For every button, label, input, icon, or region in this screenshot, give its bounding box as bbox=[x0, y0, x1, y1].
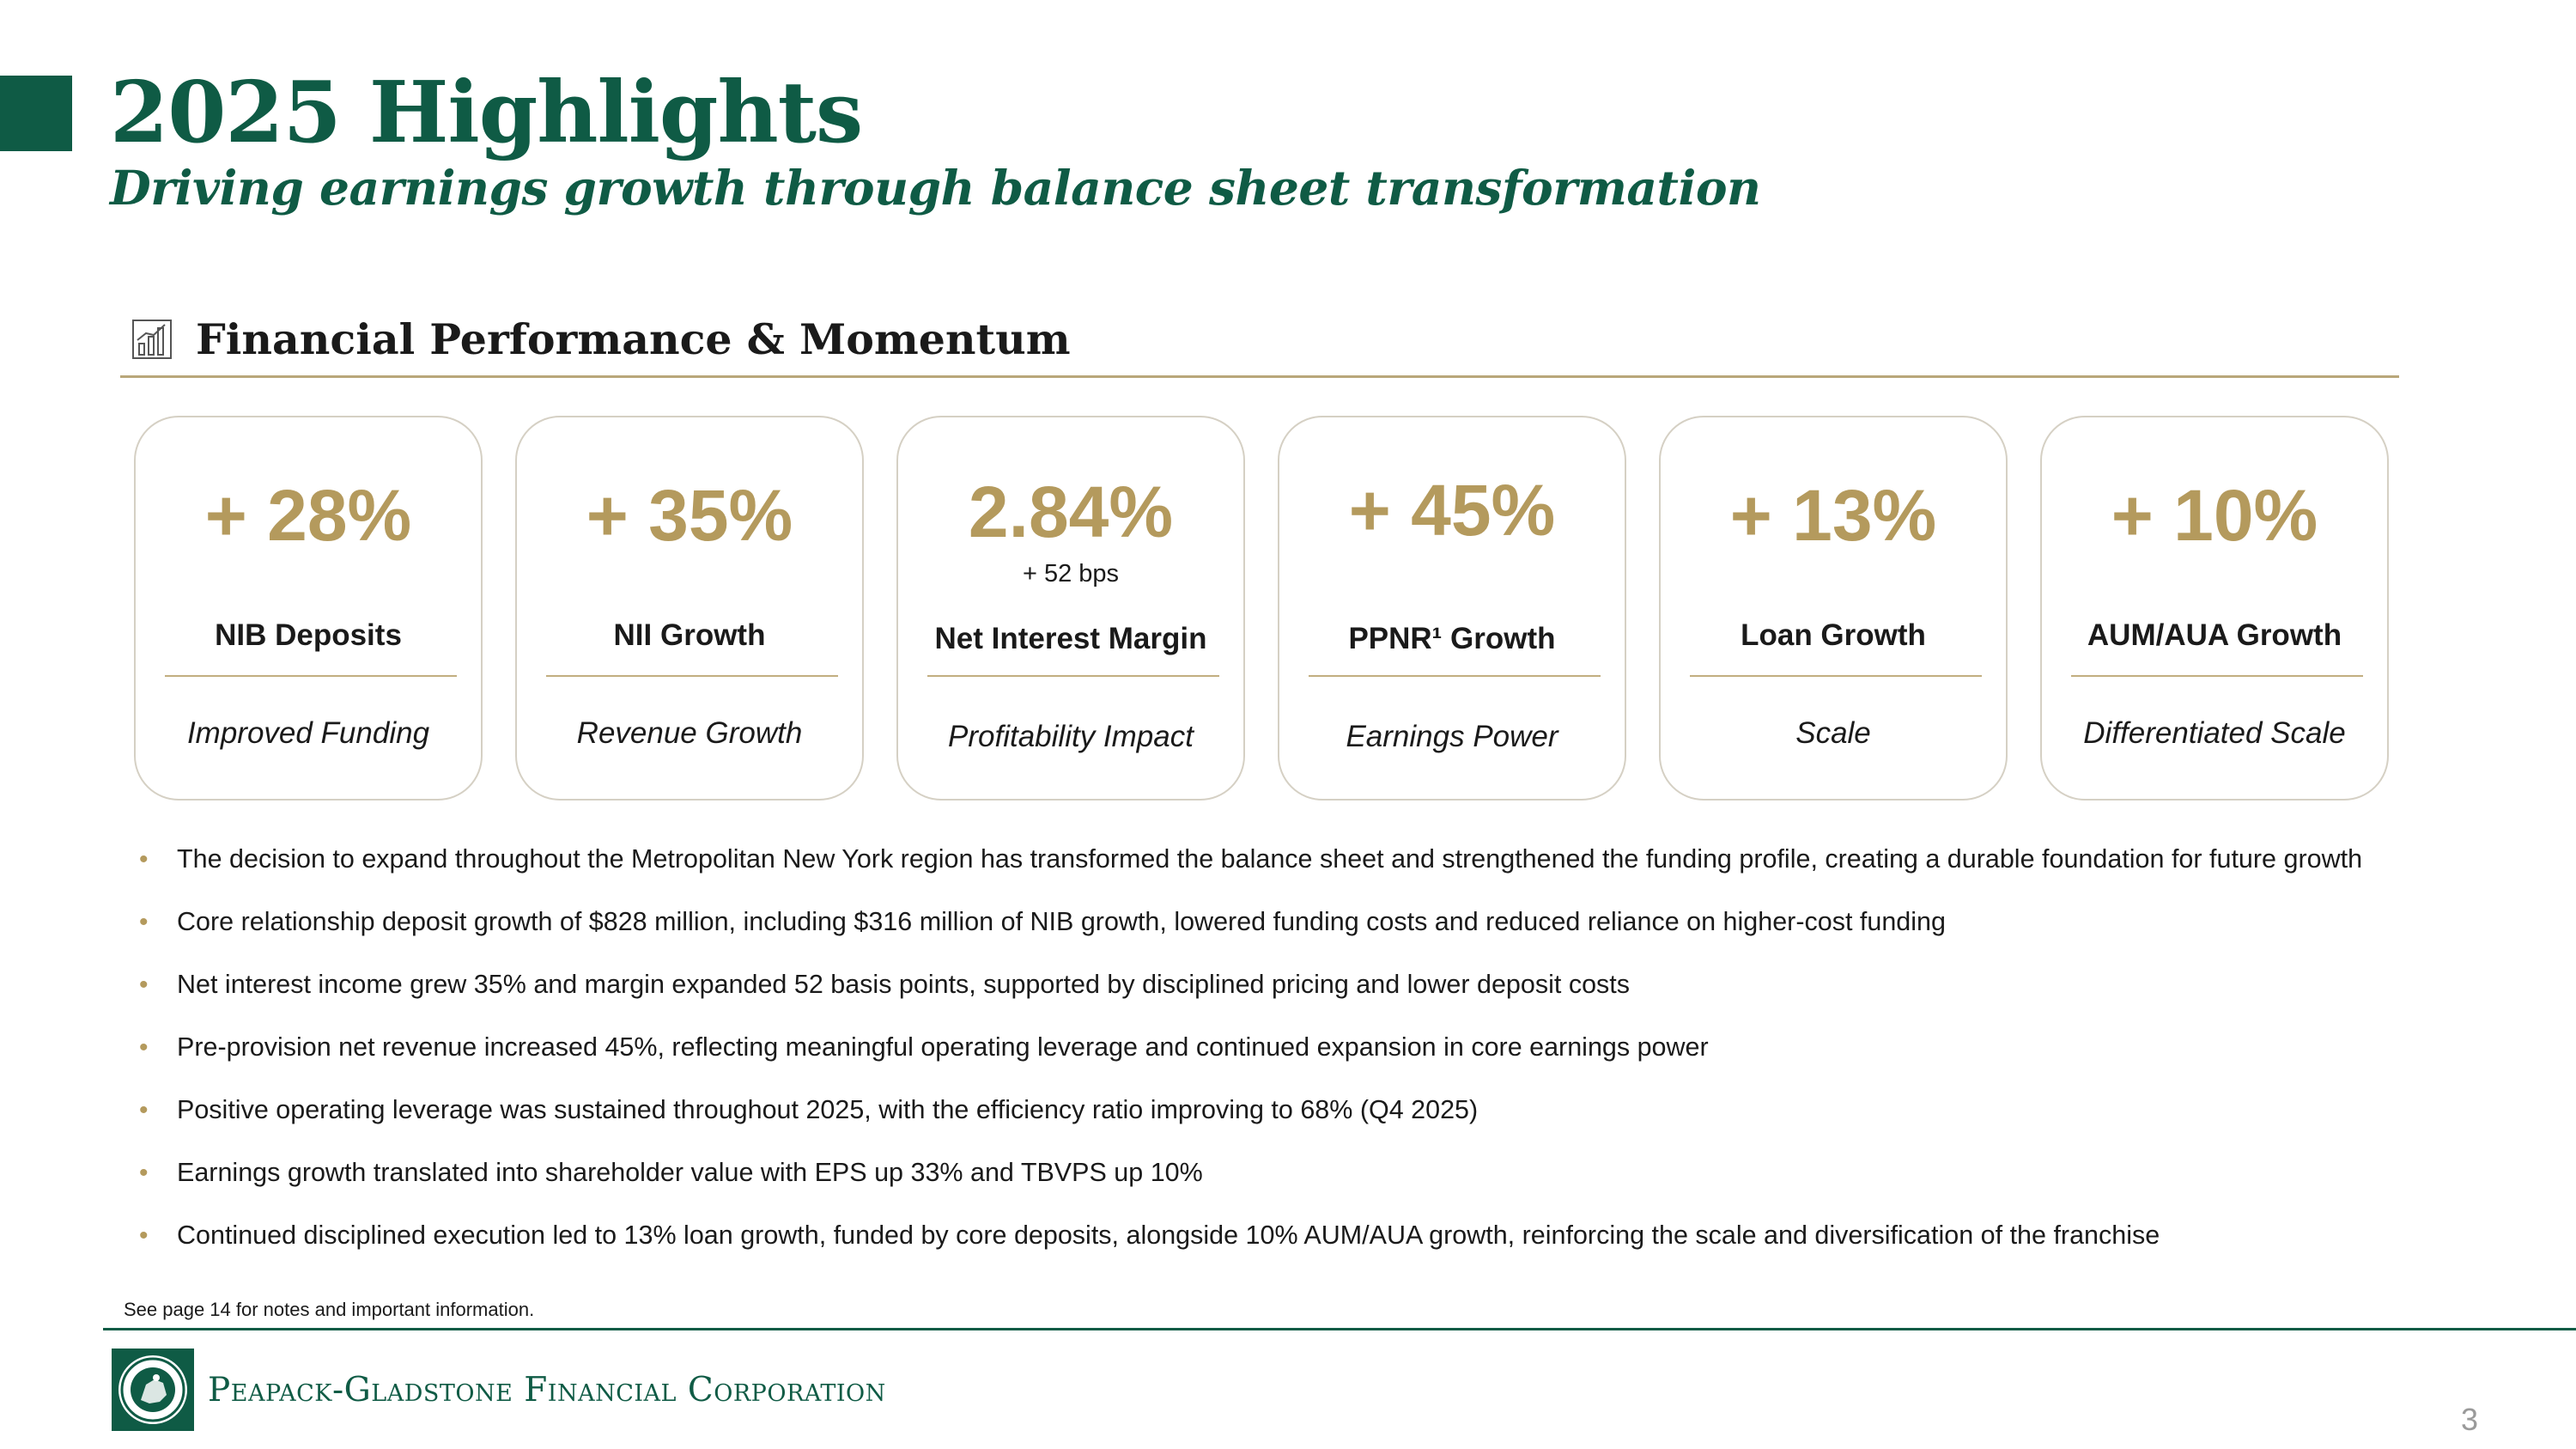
list-item bbox=[139, 967, 2406, 1002]
list-item bbox=[139, 842, 2406, 877]
card-divider bbox=[1309, 675, 1601, 677]
bullet-icon: • bbox=[139, 845, 149, 874]
metric-value: 2.84% bbox=[968, 472, 1174, 552]
card-divider bbox=[546, 675, 838, 677]
highlights-list bbox=[139, 842, 2406, 1281]
bullet-icon: • bbox=[139, 971, 149, 999]
bullet-text: The decision to expand throughout the Metropolitan New York region has transformed the balance sheet and strengthened the funding profile, creating a durable foundation for future growth bbox=[177, 844, 2363, 874]
bullet-text: Continued disciplined execution led to 13% loan growth, funded by core deposits, alongside 10% AUM/AUA growth, reinforcing the scale and diversification of the franchise bbox=[177, 1221, 2160, 1250]
bullet-text: Pre-provision net revenue increased 45%, reflecting meaningful operating leverage and continued expansion in core earnings power bbox=[177, 1032, 1709, 1062]
bullet-icon: • bbox=[139, 1033, 149, 1062]
card-divider bbox=[2071, 675, 2363, 677]
company-name: Peapack-Gladstone Financial Corporation bbox=[208, 1371, 886, 1409]
bullet-text: Positive operating leverage was sustained throughout 2025, with the efficiency ratio improving to 68% (Q4 2025) bbox=[177, 1095, 1479, 1124]
metric-value: + 35% bbox=[586, 475, 793, 556]
bullet-text: Earnings growth translated into shareholder value with EPS up 33% and TBVPS up 10% bbox=[177, 1158, 1203, 1187]
metric-value: + 45% bbox=[1348, 470, 1556, 551]
list-item bbox=[139, 1030, 2406, 1065]
metric-card-net-interest-margin bbox=[896, 416, 1245, 801]
bullet-text: Core relationship deposit growth of $828 million, including $316 million of NIB growth, lowered funding costs and reduced reliance on higher-cost funding bbox=[177, 907, 1946, 936]
metric-description: Scale bbox=[1795, 716, 1871, 750]
metric-label: NIB Deposits bbox=[215, 618, 402, 652]
page-title: 2025 Highlights bbox=[110, 64, 863, 162]
list-item bbox=[139, 904, 2406, 940]
bullet-text: Net interest income grew 35% and margin expanded 52 basis points, supported by disciplined pricing and lower deposit costs bbox=[177, 970, 1631, 999]
bullet-icon: • bbox=[139, 1096, 149, 1124]
metric-card-loan-growth bbox=[1659, 416, 2008, 801]
section-title: Financial Performance & Momentum bbox=[196, 314, 1071, 364]
footnote: See page 14 for notes and important information. bbox=[124, 1299, 535, 1320]
metric-value: + 13% bbox=[1729, 475, 1937, 556]
metric-description: Improved Funding bbox=[186, 716, 430, 750]
company-seal-logo bbox=[112, 1349, 194, 1431]
footer-divider bbox=[103, 1328, 2576, 1330]
metric-label: AUM/AUA Growth bbox=[2087, 618, 2342, 652]
bar-chart-icon bbox=[131, 318, 173, 361]
metric-card-ppnr-growth bbox=[1278, 416, 1626, 801]
metric-description: Revenue Growth bbox=[576, 716, 803, 750]
card-divider bbox=[1690, 675, 1982, 677]
page-subtitle: Driving earnings growth through balance sheet transformation bbox=[110, 160, 1761, 216]
metric-description: Profitability Impact bbox=[948, 720, 1194, 753]
card-divider bbox=[927, 675, 1219, 677]
metric-label: Net Interest Margin bbox=[934, 622, 1207, 655]
metric-subvalue: + 52 bps bbox=[1022, 560, 1120, 588]
list-item bbox=[139, 1218, 2406, 1253]
section-divider bbox=[120, 375, 2399, 378]
page-number: 3 bbox=[2461, 1402, 2479, 1437]
metric-card-nib-deposits bbox=[134, 416, 483, 801]
metric-label: Loan Growth bbox=[1741, 618, 1926, 652]
list-item bbox=[139, 1155, 2406, 1190]
list-item bbox=[139, 1093, 2406, 1128]
metric-card-nii-growth bbox=[515, 416, 864, 801]
title-accent-block bbox=[0, 76, 72, 151]
metric-description: Differentiated Scale bbox=[2083, 716, 2346, 750]
card-divider bbox=[165, 675, 457, 677]
bullet-icon: • bbox=[139, 908, 149, 936]
section-header bbox=[131, 314, 1071, 364]
metric-value: + 10% bbox=[2111, 475, 2318, 556]
metric-card-aum-aua-growth bbox=[2040, 416, 2389, 801]
metric-label: NII Growth bbox=[613, 618, 766, 652]
metric-value: + 28% bbox=[204, 475, 412, 556]
bullet-icon: • bbox=[139, 1221, 149, 1250]
bullet-icon: • bbox=[139, 1159, 149, 1187]
metric-description: Earnings Power bbox=[1346, 720, 1558, 753]
metric-label: PPNR¹ Growth bbox=[1348, 622, 1556, 655]
